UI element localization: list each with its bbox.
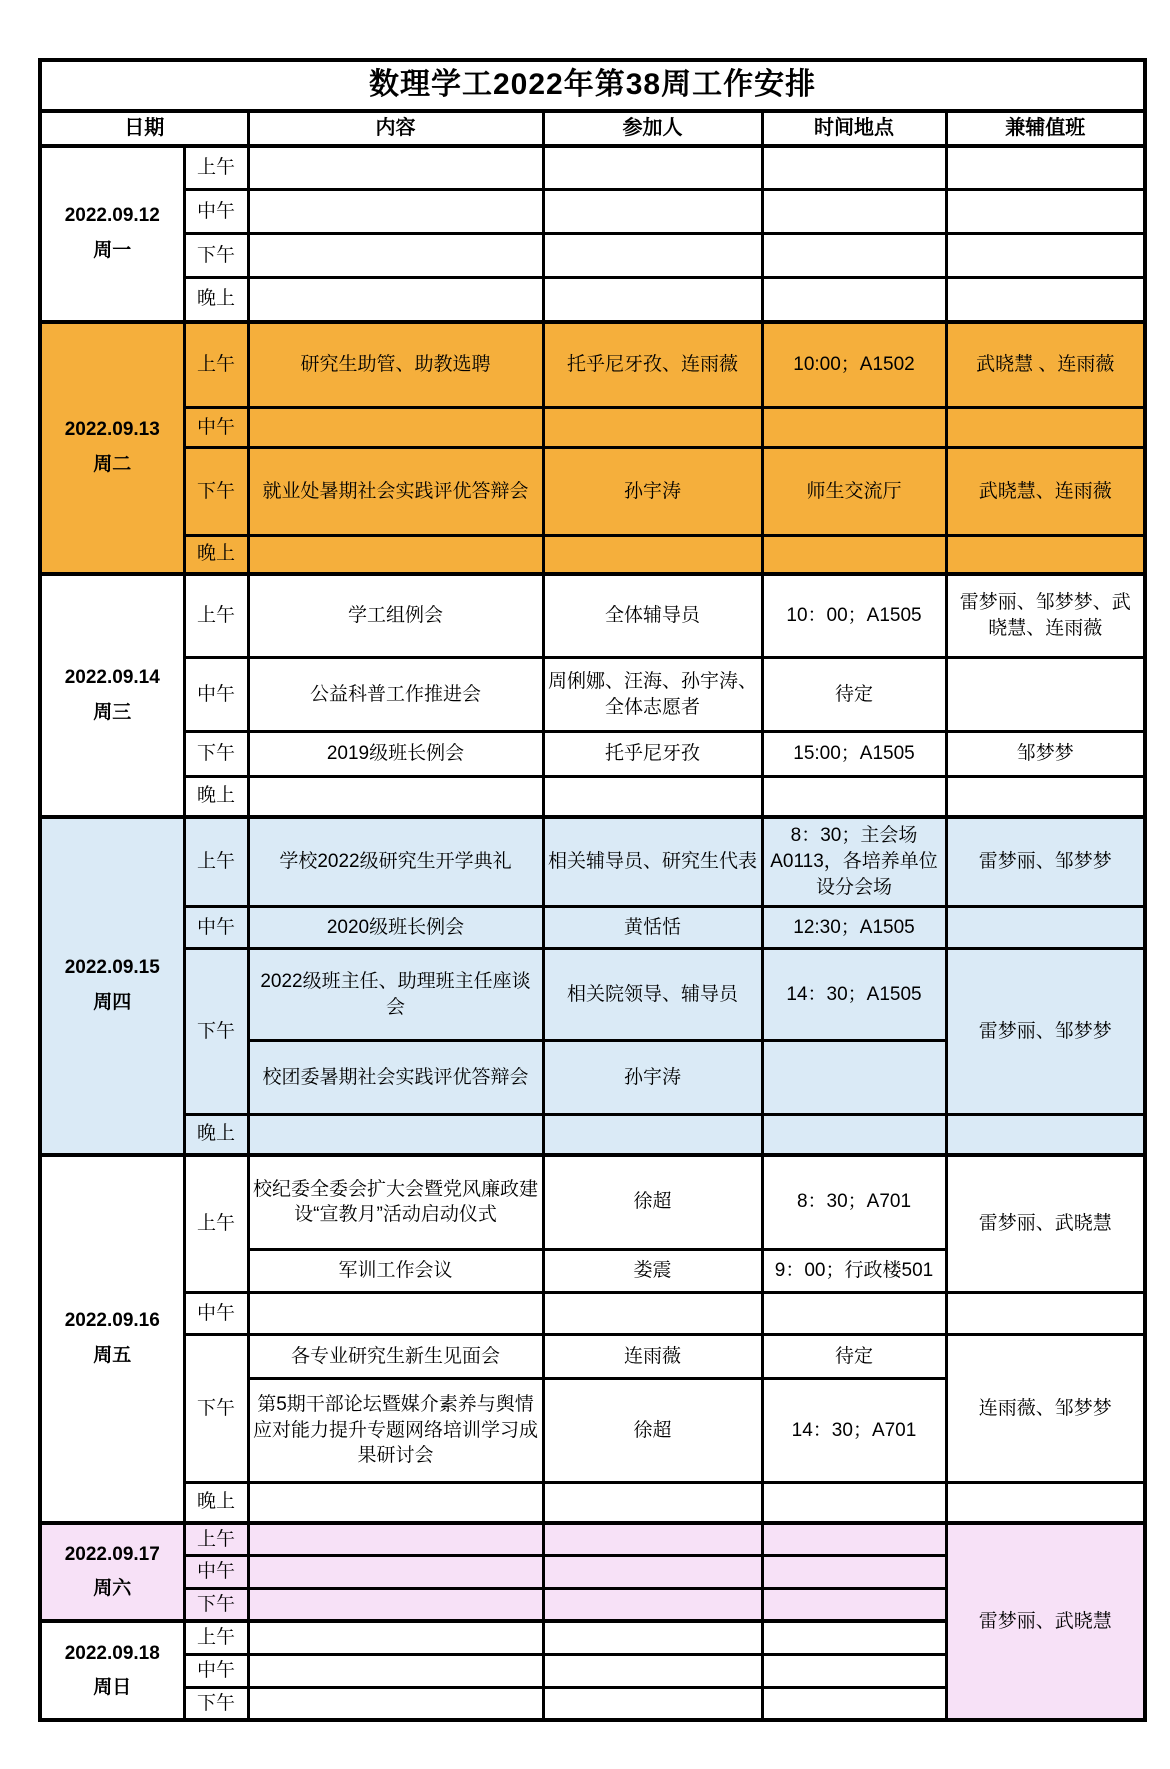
participants-cell: [543, 1483, 762, 1523]
time-place-cell: 10：00；A1505: [762, 574, 946, 658]
schedule-row: [40, 322, 1145, 408]
time-place-cell: [762, 1523, 946, 1556]
time-place-cell: 8：30；主会场A0113，各培养单位设分会场: [762, 817, 946, 907]
content-cell: [248, 1483, 543, 1523]
period-cell: 中午: [184, 408, 248, 448]
time-place-cell: [762, 1041, 946, 1115]
content-cell: [248, 777, 543, 817]
time-place-cell: [762, 1556, 946, 1589]
period-cell: 中午: [184, 907, 248, 949]
weekly-schedule-sheet: [38, 58, 1147, 1722]
schedule-row: [40, 1293, 1145, 1335]
date-cell: [40, 817, 184, 1155]
weekday-text: 周四: [93, 992, 132, 1013]
content-cell: [248, 536, 543, 574]
time-place-cell: [762, 234, 946, 278]
time-place-cell: [762, 1115, 946, 1155]
time-place-cell: [762, 190, 946, 234]
participants-cell: [543, 278, 762, 322]
participants-cell: [543, 777, 762, 817]
weekend-duty-cell: 雷梦丽、武晓慧: [946, 1523, 1145, 1721]
content-cell: [248, 1556, 543, 1589]
participants-cell: 相关辅导员、研究生代表: [543, 817, 762, 907]
participants-cell: [543, 146, 762, 190]
weekly-schedule-table: [38, 58, 1147, 1722]
time-place-cell: [762, 1293, 946, 1335]
date-text: 2022.09.16: [64, 1310, 160, 1332]
duty-cell: 武晓慧 、连雨薇: [946, 322, 1145, 408]
content-cell: [248, 1293, 543, 1335]
time-place-cell: 12:30；A1505: [762, 907, 946, 949]
weekday-text: 周日: [93, 1677, 132, 1699]
content-cell: 2019级班长例会: [248, 732, 543, 777]
duty-cell: [946, 1483, 1145, 1523]
schedule-row: [40, 574, 1145, 658]
content-cell: [248, 190, 543, 234]
time-place-cell: 8：30；A701: [762, 1155, 946, 1250]
schedule-row: [40, 536, 1145, 574]
duty-cell: [946, 1293, 1145, 1335]
time-place-cell: 9：00；行政楼501: [762, 1250, 946, 1293]
period-cell: 中午: [184, 658, 248, 732]
period-cell: 上午: [184, 322, 248, 408]
period-cell: 上午: [184, 817, 248, 907]
weekday-text: 周一: [93, 240, 132, 261]
date-cell: [40, 1155, 184, 1523]
time-place-cell: [762, 146, 946, 190]
date-text: 2022.09.12: [64, 205, 160, 227]
participants-cell: 孙宇涛: [543, 448, 762, 536]
schedule-row: [40, 146, 1145, 190]
participants-cell: 相关院领导、辅导员: [543, 949, 762, 1041]
period-cell: 下午: [184, 448, 248, 536]
participants-cell: [543, 1556, 762, 1589]
time-place-cell: 14：30；A701: [762, 1379, 946, 1483]
time-place-cell: [762, 278, 946, 322]
header-row: [40, 111, 1145, 146]
schedule-row: [40, 190, 1145, 234]
schedule-row: [40, 1523, 1145, 1556]
content-cell: 2020级班长例会: [248, 907, 543, 949]
date-cell: [40, 1523, 184, 1622]
duty-cell: [946, 146, 1145, 190]
period-cell: 下午: [184, 1588, 248, 1621]
time-place-cell: [762, 1687, 946, 1720]
content-cell: 第5期干部论坛暨媒介素养与舆情应对能力提升专题网络培训学习成果研讨会: [248, 1379, 543, 1483]
time-place-cell: [762, 1483, 946, 1523]
date-text: 2022.09.14: [64, 666, 160, 688]
duty-cell: [946, 278, 1145, 322]
date-cell: [40, 574, 184, 817]
content-cell: [248, 408, 543, 448]
participants-cell: [543, 1655, 762, 1688]
time-place-cell: [762, 536, 946, 574]
duty-cell: 武晓慧、连雨薇: [946, 448, 1145, 536]
schedule-row: [40, 234, 1145, 278]
participants-cell: 托乎尼牙孜: [543, 732, 762, 777]
weekday-text: 周三: [93, 701, 132, 723]
period-cell: 下午: [184, 234, 248, 278]
time-place-cell: [762, 408, 946, 448]
participants-cell: 托乎尼牙孜、连雨薇: [543, 322, 762, 408]
schedule-row: [40, 949, 1145, 1041]
col-header-time-place: 时间地点: [762, 111, 946, 146]
participants-cell: [543, 408, 762, 448]
period-cell: 中午: [184, 1556, 248, 1589]
participants-cell: 全体辅导员: [543, 574, 762, 658]
schedule-row: [40, 1115, 1145, 1155]
col-header-participants: 参加人: [543, 111, 762, 146]
period-cell: 上午: [184, 1523, 248, 1556]
period-cell: 上午: [184, 146, 248, 190]
period-cell: 晚上: [184, 536, 248, 574]
content-cell: [248, 234, 543, 278]
participants-cell: [543, 1293, 762, 1335]
date-cell: [40, 146, 184, 322]
duty-cell: [946, 1115, 1145, 1155]
schedule-row: [40, 408, 1145, 448]
duty-cell: 邹梦梦: [946, 732, 1145, 777]
schedule-row: [40, 817, 1145, 907]
content-cell: [248, 1588, 543, 1621]
period-cell: 下午: [184, 1335, 248, 1483]
content-cell: 各专业研究生新生见面会: [248, 1335, 543, 1379]
period-cell: 上午: [184, 574, 248, 658]
content-cell: [248, 278, 543, 322]
schedule-row: [40, 448, 1145, 536]
duty-cell: [946, 777, 1145, 817]
schedule-row: [40, 907, 1145, 949]
participants-cell: 娄震: [543, 1250, 762, 1293]
date-text: 2022.09.13: [64, 419, 160, 441]
schedule-row: [40, 777, 1145, 817]
content-cell: 就业处暑期社会实践评优答辩会: [248, 448, 543, 536]
period-cell: 晚上: [184, 1483, 248, 1523]
period-cell: 下午: [184, 1687, 248, 1720]
col-header-content: 内容: [248, 111, 543, 146]
content-cell: [248, 1655, 543, 1688]
content-cell: 校纪委全委会扩大会暨党风廉政建设“宣教月”活动启动仪式: [248, 1155, 543, 1250]
col-header-date: 日期: [40, 111, 248, 146]
page-title: 数理学工2022年第38周工作安排: [40, 60, 1145, 111]
participants-cell: [543, 536, 762, 574]
period-cell: 中午: [184, 190, 248, 234]
time-place-cell: [762, 1655, 946, 1688]
participants-cell: 徐超: [543, 1379, 762, 1483]
date-text: 2022.09.18: [64, 1642, 160, 1664]
duty-cell: [946, 658, 1145, 732]
date-cell: [40, 1621, 184, 1720]
time-place-cell: 待定: [762, 658, 946, 732]
period-cell: 下午: [184, 732, 248, 777]
period-cell: 中午: [184, 1293, 248, 1335]
period-cell: 晚上: [184, 1115, 248, 1155]
time-place-cell: 14：30；A1505: [762, 949, 946, 1041]
period-cell: 中午: [184, 1655, 248, 1688]
content-cell: 军训工作会议: [248, 1250, 543, 1293]
content-cell: 公益科普工作推进会: [248, 658, 543, 732]
duty-cell: [946, 408, 1145, 448]
content-cell: [248, 1523, 543, 1556]
date-cell: [40, 322, 184, 574]
schedule-row: [40, 732, 1145, 777]
date-text: 2022.09.17: [64, 1543, 160, 1565]
schedule-row: [40, 658, 1145, 732]
time-place-cell: [762, 1621, 946, 1654]
duty-cell: 雷梦丽、武晓慧: [946, 1155, 1145, 1293]
period-cell: 晚上: [184, 278, 248, 322]
participants-cell: [543, 1621, 762, 1654]
col-header-duty: 兼辅值班: [946, 111, 1145, 146]
schedule-row: [40, 1155, 1145, 1250]
participants-cell: [543, 1523, 762, 1556]
participants-cell: [543, 1115, 762, 1155]
time-place-cell: 待定: [762, 1335, 946, 1379]
duty-cell: 雷梦丽、邹梦梦: [946, 817, 1145, 907]
time-place-cell: 15:00；A1505: [762, 732, 946, 777]
participants-cell: 周俐娜、汪海、孙宇涛、全体志愿者: [543, 658, 762, 732]
content-cell: 2022级班主任、助理班主任座谈会: [248, 949, 543, 1041]
schedule-row: [40, 1335, 1145, 1379]
weekday-text: 周六: [93, 1578, 132, 1600]
date-text: 2022.09.15: [64, 957, 160, 979]
time-place-cell: 10:00；A1502: [762, 322, 946, 408]
participants-cell: 徐超: [543, 1155, 762, 1250]
participants-cell: [543, 1687, 762, 1720]
content-cell: [248, 1621, 543, 1654]
content-cell: 研究生助管、助教选聘: [248, 322, 543, 408]
period-cell: 上午: [184, 1155, 248, 1293]
schedule-row: [40, 1483, 1145, 1523]
time-place-cell: [762, 777, 946, 817]
title-row: [40, 60, 1145, 111]
participants-cell: [543, 234, 762, 278]
duty-cell: [946, 536, 1145, 574]
time-place-cell: [762, 1588, 946, 1621]
weekday-text: 周二: [93, 454, 132, 475]
participants-cell: 黄恬恬: [543, 907, 762, 949]
duty-cell: 连雨薇、邹梦梦: [946, 1335, 1145, 1483]
content-cell: [248, 146, 543, 190]
content-cell: [248, 1115, 543, 1155]
participants-cell: 孙宇涛: [543, 1041, 762, 1115]
duty-cell: 雷梦丽、邹梦梦: [946, 949, 1145, 1115]
content-cell: 学工组例会: [248, 574, 543, 658]
period-cell: 晚上: [184, 777, 248, 817]
schedule-row: [40, 278, 1145, 322]
content-cell: 学校2022级研究生开学典礼: [248, 817, 543, 907]
participants-cell: [543, 190, 762, 234]
content-cell: [248, 1687, 543, 1720]
duty-cell: [946, 190, 1145, 234]
period-cell: 下午: [184, 949, 248, 1115]
time-place-cell: 师生交流厅: [762, 448, 946, 536]
weekday-text: 周五: [93, 1345, 132, 1366]
participants-cell: 连雨薇: [543, 1335, 762, 1379]
duty-cell: [946, 234, 1145, 278]
period-cell: 上午: [184, 1621, 248, 1654]
duty-cell: 雷梦丽、邹梦梦、武晓慧、连雨薇: [946, 574, 1145, 658]
participants-cell: [543, 1588, 762, 1621]
duty-cell: [946, 907, 1145, 949]
content-cell: 校团委暑期社会实践评优答辩会: [248, 1041, 543, 1115]
